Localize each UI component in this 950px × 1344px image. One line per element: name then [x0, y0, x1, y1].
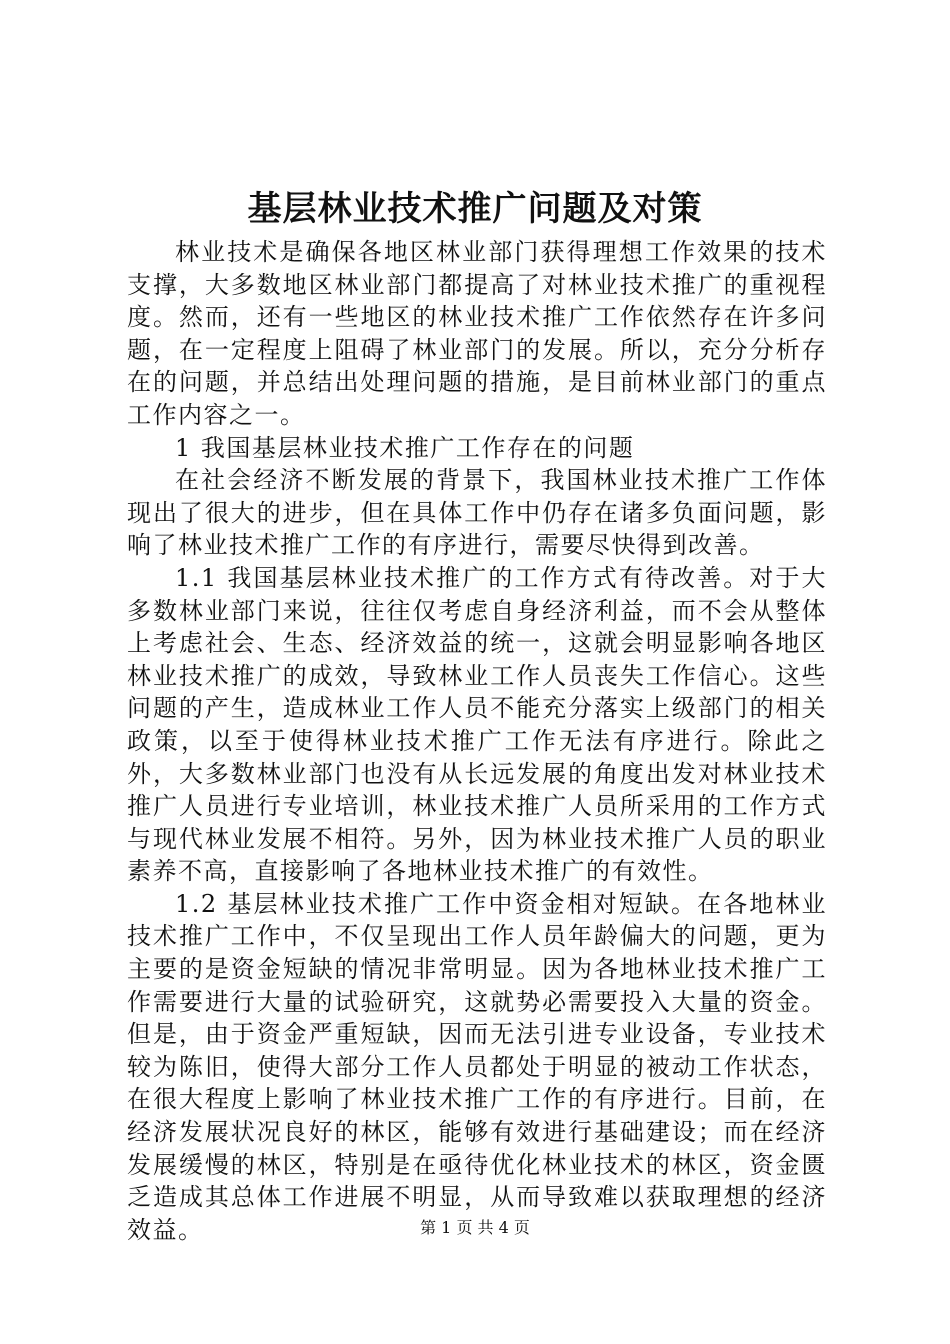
paragraph-section-1-intro: 在社会经济不断发展的背景下，我国林业技术推广工作体现出了很大的进步，但在具体工作中仍存在诸多负面问题，影响了林业技术推广工作的有序进行，需要尽快得到改善。	[127, 466, 827, 560]
page-footer: 第 1 页 共 4 页	[420, 1218, 530, 1237]
paragraph-section-1-1: 1.1 我国基层林业技术推广的工作方式有待改善。对于大多数林业部门来说，往往仅考虑自身经济利益，而不会从整体上考虑社会、生态、经济效益的统一，这就会明显影响各地区林业技术推广的成效，导致林业工作人员丧失工作信心。这些问题的产生，造成林业工作人员不能充分落实上级部门的相关政策，以至于使得林业技术推广工作无法有序进行。除此之外，大多数林业部门也没有从长远发展的角度出发对林业技术推广人员进行专业培训，林业技术推广人员所采用的工作方式与现代林业发展不相符。另外，因为林业技术推广人员的职业素养不高，直接影响了各地林业技术推广的有效性。	[127, 563, 827, 886]
paragraph-section-1-2: 1.2 基层林业技术推广工作中资金相对短缺。在各地林业技术推广工作中，不仅呈现出工作人员年龄偏大的问题，更为主要的是资金短缺的情况非常明显。因为各地林业技术推广工作需要进行大量的试验研究，这就势必需要投入大量的资金。但是，由于资金严重短缺，因而无法引进专业设备，专业技术较为陈旧，使得大部分工作人员都处于明显的被动工作状态，在很大程度上影响了林业技术推广工作的有序进行。目前，在经济发展状况良好的林区，能够有效进行基础建设；而在经济发展缓慢的林区，特别是在亟待优化林业技术的林区，资金匮乏造成其总体工作进展不明显，从而导致难以获取理想的经济效益。	[127, 889, 827, 1244]
document-title: 基层林业技术推广问题及对策	[247, 189, 703, 229]
paragraph-intro: 林业技术是确保各地区林业部门获得理想工作效果的技术支撑，大多数地区林业部门都提高了对林业技术推广的重视程度。然而，还有一些地区的林业技术推广工作依然存在许多问题，在一定程度上阻碍了林业部门的发展。所以，充分分析存在的问题，并总结出处理问题的措施，是目前林业部门的重点工作内容之一。	[127, 238, 827, 429]
section-heading-1: 1 我国基层林业技术推广工作存在的问题	[175, 433, 635, 462]
document-body	[127, 236, 827, 1246]
